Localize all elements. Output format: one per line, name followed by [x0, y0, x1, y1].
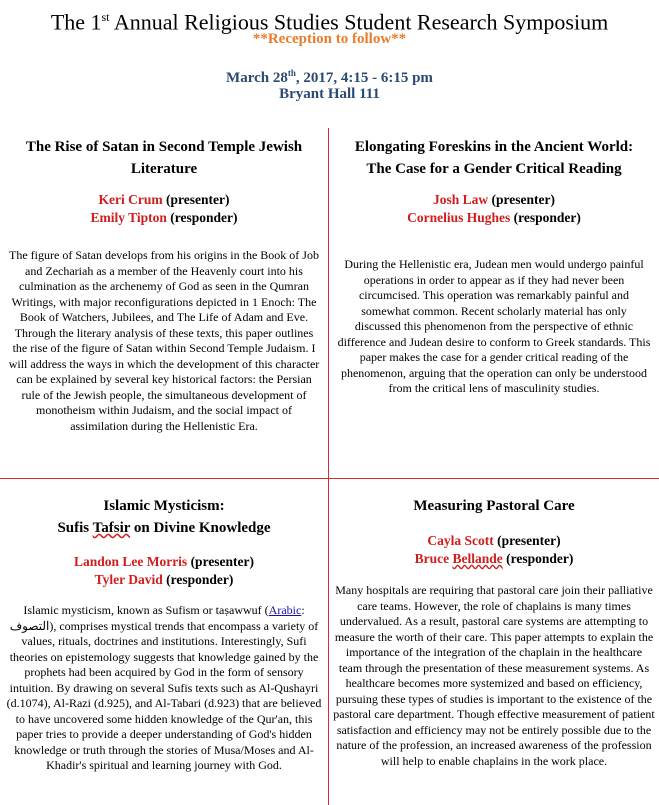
abstract-text: Islamic mysticism, known as Sufism or taṣawwuf (	[23, 603, 269, 617]
session-title-line1: Islamic Mysticism:	[103, 498, 225, 514]
date-text: March 28	[226, 70, 288, 86]
session-title-line1: Elongating Foreskins in the Ancient World:	[354, 139, 634, 155]
session-abstract	[6, 603, 322, 774]
responder-role: (responder)	[502, 551, 574, 566]
presenter-role: (presenter)	[493, 533, 561, 548]
responder-name: Bruce	[414, 551, 453, 566]
presenter-role: (presenter)	[488, 192, 555, 207]
session-people	[333, 532, 655, 568]
session-title	[4, 495, 324, 539]
session-people	[4, 553, 324, 589]
session-people	[333, 191, 655, 227]
event-location: Bryant Hall 111	[279, 86, 380, 102]
presenter-role: (presenter)	[162, 192, 230, 207]
session-title-line1: Measuring Pastoral Care	[413, 498, 575, 514]
session-satan	[0, 128, 328, 478]
reception-note: **Reception to follow**	[252, 31, 407, 47]
responder-name: Emily Tipton	[90, 210, 167, 225]
session-abstract: Many hospitals are requiring that pastoral care join their palliative care teams. However, the role of chaplains is many times undervalued. As a result, pastoral care systems are attempting to measure the worth of their care. This paper attempts to explain the importance of the integration of the chaplain in the healthcare team through the presentation of these measurement systems. As healthcare becomes more systemized and based on efficiency, pursuing these types of studies is important to the existence of the pastoral care department. Though effective measurement of patient satisfaction and efficiency may not be entirely possible due to the nature of the profession, an increased awareness of the profession will help to enable chaplains in the work place.	[333, 583, 655, 768]
title-ordinal: st	[101, 10, 110, 24]
session-title	[4, 136, 324, 180]
session-title-line1: The Rise of Satan in Second Temple Jewish	[25, 139, 303, 155]
session-abstract: The figure of Satan develops from his origins in the Book of Job and Zechariah as a member of the Heavenly court into his culmination as the archenemy of God as seen in the Qumran Writings, with major reconfigurations depicted in 1 Enoch: The Book of Watchers, Jubilees, and The Life of Adam and Eve. Through the literary analysis of these texts, this paper outlines the rise of the figure of Satan within Second Temple Judaism. I will address the ways in which the development of this character can be explained by several key historical factors: the Persian rule of the Jewish people, the simultaneous development of monotheism within Judaism, and the social impact of assimilation during the Hellenistic Era.	[8, 248, 320, 433]
responder-role: (responder)	[162, 572, 234, 587]
responder-role: (responder)	[510, 210, 581, 225]
abstract-text-rest: ), comprises mystical trends that encompass a variety of values, rituals, doctrines and institutions. Interestingly, Sufi theories on epistemology suggests that knowledge gained by the prophets had been acquired by God in the form of sensory intuition. By drawing on several Sufis texts such as Al-Qushayri (d.1074), Al-Razi (d.925), and Al-Tabari (d.923) that are believed to have uncovered some hidden knowledge of the Qur'an, this paper tries to provide a deeper understanding of God's hidden knowledge or truth through the stories of Musa/Moses and Al-Khadir's spiritual and learning journey with God.	[6, 618, 322, 772]
spellcheck-word: Tafsir	[92, 520, 131, 536]
arabic-link[interactable]: Arabic	[268, 603, 302, 617]
arabic-term: : التصوف	[9, 603, 305, 633]
responder-name: Cornelius Hughes	[407, 210, 511, 225]
session-title-line2-rest: on Divine Knowledge	[130, 520, 271, 536]
session-pastoral-care	[329, 479, 659, 805]
presenter-name: Keri Crum	[98, 192, 163, 207]
session-title	[333, 495, 655, 517]
presenter-name: Cayla Scott	[427, 533, 494, 548]
presenter-name: Landon Lee Morris	[73, 554, 188, 569]
responder-name: Tyler David	[94, 572, 163, 587]
title-text-rest: Annual Religious Studies Student Research Symposium	[109, 9, 609, 35]
responder-role: (responder)	[166, 210, 238, 225]
session-islamic-mysticism	[0, 479, 328, 805]
session-title-line2: Sufis	[57, 520, 93, 536]
session-people	[4, 191, 324, 227]
session-title	[333, 136, 655, 180]
date-time: , 2017, 4:15 - 6:15 pm	[295, 70, 433, 86]
session-title-line2: Literature	[130, 161, 198, 177]
presenter-role: (presenter)	[187, 554, 255, 569]
responder-surname: Bellande	[452, 551, 503, 566]
session-title-line2: The Case for a Gender Critical Reading	[366, 161, 622, 177]
presenter-name: Josh Law	[433, 192, 489, 207]
date-ordinal: th	[287, 68, 296, 78]
title-text: The 1	[50, 9, 102, 35]
session-abstract: During the Hellenistic era, Judean men would undergo painful operations in order to appear as if they had never been circumcised. This operation was remarkably painful and somewhat common. Recent scholarly material has only discussed this phenomenon from the perspective of ethnic difference and Judean desire to conform to Greek standards. This paper makes the case for a gender critical reading of the phenomenon, arguing that the operation can only be understood from the critical lens of masculinity studies.	[337, 257, 651, 395]
session-foreskins	[329, 128, 659, 478]
